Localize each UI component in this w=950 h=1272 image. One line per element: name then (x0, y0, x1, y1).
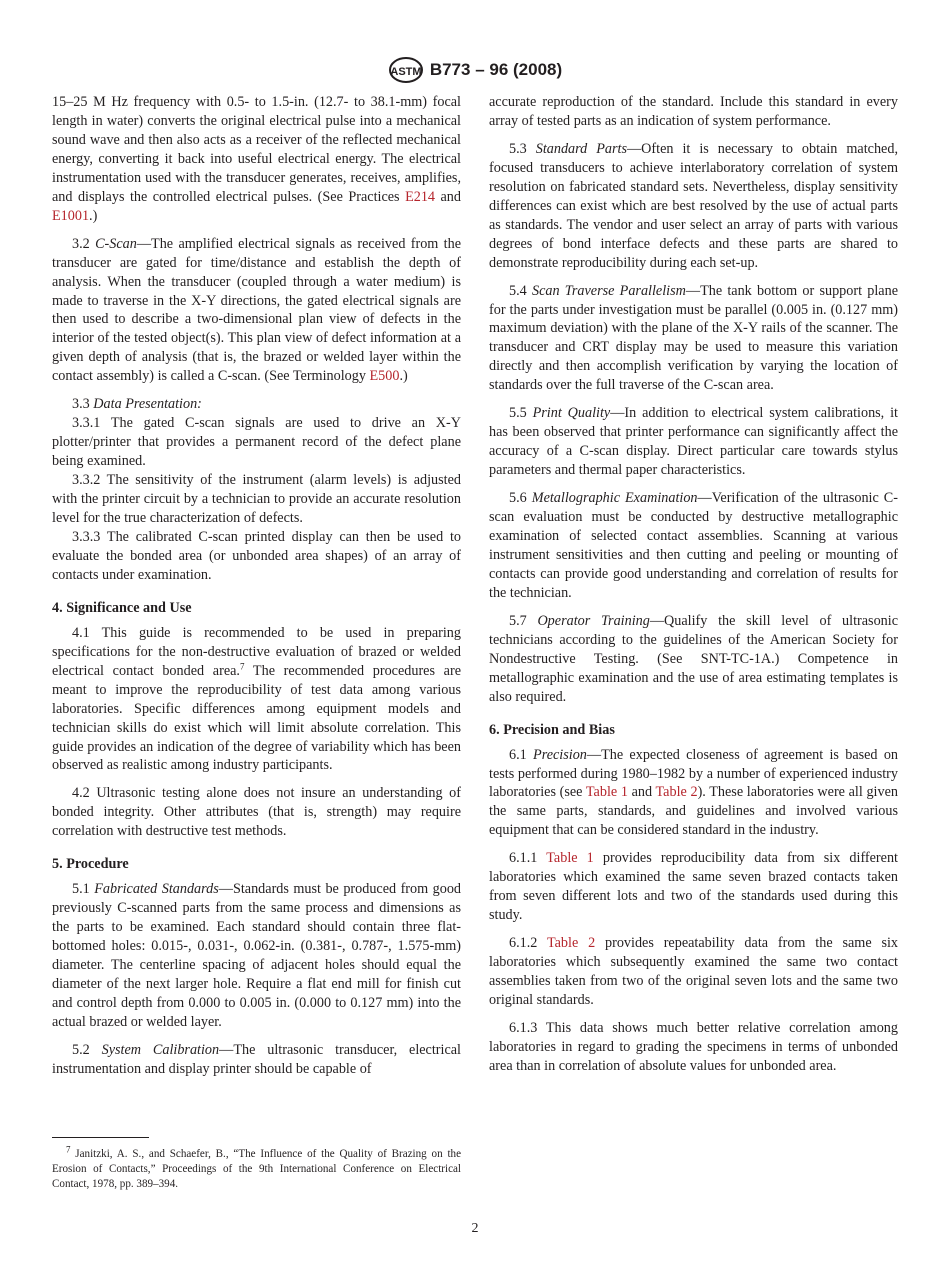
text: and (627, 784, 656, 801)
paragraph (489, 282, 898, 396)
text: provides reproducibility data from six different laboratories which examined the same seven brazed contacts taken from seven different lots and two of the standards used during this study. (489, 850, 898, 924)
paragraph-title: Data Presentation: (93, 396, 202, 413)
paragraph (489, 612, 898, 707)
paragraph (52, 235, 461, 387)
paragraph (489, 140, 898, 273)
paragraph (489, 746, 898, 841)
text: .) (89, 207, 98, 224)
text: 6.1.1 (509, 850, 547, 867)
text: —Verification of the ultrasonic C-scan evaluation must be conducted by destructive metallographic examination of selected contact assemblies. Scanning at various instrument sensitivities and then cutting and peeling or mounting of contacts can provide good understanding and correlation of results for the technician. (489, 490, 898, 601)
paragraph (52, 471, 461, 528)
text: 3.3.2 The sensitivity of the instrument (alarm levels) is adjusted with the printer circuit by a technician to provide an accurate resolution level for the true characterization of defects. (52, 472, 461, 527)
reference-link[interactable]: E214 (405, 188, 436, 205)
text: 6.1.3 This data shows much better relative correlation among laboratories in regard to grading the specimens in terms of unbonded area than in correlation of absolute values for unbonded area. (489, 1019, 898, 1074)
footnote (52, 1144, 461, 1192)
paragraph (489, 489, 898, 603)
page-number: 2 (471, 1221, 479, 1236)
left-column (52, 93, 461, 1088)
page-header (0, 56, 950, 84)
paragraph-title: C-Scan (95, 235, 137, 252)
paragraph (489, 93, 898, 131)
paragraph (489, 1019, 898, 1076)
paragraph-title: Metallographic Examination (531, 490, 698, 507)
paragraph (52, 395, 461, 414)
paragraph (52, 93, 461, 226)
svg-text:ASTM: ASTM (390, 66, 422, 78)
paragraph (52, 1041, 461, 1079)
right-column (489, 93, 898, 1085)
reference-link[interactable]: Table 1 (585, 784, 628, 801)
section-heading (489, 721, 898, 740)
footnote-divider (52, 1137, 149, 1138)
paragraph-title: Scan Traverse Parallelism (531, 282, 686, 299)
text: 3.3.3 The calibrated C-scan printed display can then be used to evaluate the bonded area (or unbonded area shapes) of an array of contacts under examination. (52, 528, 461, 583)
text: 4. Significance and Use (52, 599, 192, 616)
reference-link[interactable]: Table 2 (546, 935, 596, 952)
text: 15–25 M Hz frequency with 0.5- to 1.5-in. (12.7- to 38.1-mm) focal length in water) converts the original electrical pulse into a mechanical sound wave and then also acts as a receiver of the reflected mechanical energy, converting it back into useful electrical energy. The electrical instrumentation used with the transducer generates, receives, amplifies, and displays the controlled electrical pulses. (See Practices (52, 94, 461, 205)
text: 4.1 This guide is recommended to be used in preparing specifications for the non-destructive evaluation of brazed or welded electrical contact bonded area. (52, 624, 461, 679)
text: 5.3 (509, 140, 536, 157)
section-heading (52, 599, 461, 618)
text: ). These laboratories were all given the same parts, standards, and guidelines and involved various equipment that can be considered standard in the industry. (489, 784, 898, 839)
paragraph-title: Fabricated Standards (94, 881, 219, 898)
text: The recommended procedures are meant to improve the reproducibility of test data among various laboratories. Specific differences among equipment models and technician skills do exist which will limit absolute correlation. This guide provides an indication of the degree of variability which has been observed as realistic among industry participants. (52, 662, 462, 774)
footnote-ref: 7 (239, 660, 245, 671)
text: 3.3.1 The gated C-scan signals are used to drive an X-Y plotter/printer that provides a permanent record of the defect plane being examined. (52, 415, 461, 470)
paragraph-title: Print Quality (532, 405, 611, 422)
text: provides repeatability data from the same six laboratories which subsequently examined the same two contact assemblies taken from two of the original seven lots and the same two original standards. (489, 935, 898, 1008)
text: —Often it is necessary to obtain matched, focused transducers to achieve interlaboratory correlation of system resolution on fabricated standard sets. Nevertheless, display sensitivity differences can exist which are best resolved by the use of actual parts as standards. The vendor and user select an array of parts with various degrees of bond interface defects and these parts are shared to demonstrate reproducibility during each set-up. (489, 140, 898, 271)
paragraph-title: Operator Training (537, 612, 650, 629)
reference-link[interactable]: E500 (369, 368, 400, 385)
paragraph (52, 528, 461, 585)
reference-link[interactable]: Table 1 (546, 850, 594, 867)
paragraph-title: Precision (533, 746, 587, 763)
paragraph (52, 624, 461, 776)
text: accurate reproduction of the standard. Include this standard in every array of tested parts as an indication of system performance. (489, 94, 898, 129)
paragraph (489, 934, 898, 1010)
text: 5.5 (509, 405, 533, 422)
footnote-marker: 7 (66, 1144, 71, 1155)
paragraph-title: Standard Parts (535, 140, 627, 157)
paragraph (52, 880, 461, 1032)
text: 4.2 Ultrasonic testing alone does not insure an understanding of bonded integrity. Other attributes (that is, strength) may require correlation with destructive test methods. (52, 785, 461, 840)
text: 3.2 (72, 235, 96, 252)
text: 5.7 (509, 612, 538, 629)
text: —In addition to electrical system calibrations, it has been observed that printer performance can significantly affect the accuracy of a C-scan display. Direct particular care towards stylus parameters and thermal paper characteristics. (489, 405, 898, 479)
text: —The ultrasonic transducer, electrical instrumentation and display printer should be capable of (52, 1041, 461, 1077)
reference-link[interactable]: E1001 (52, 207, 90, 224)
text: —Standards must be produced from good previously C-scanned parts from the same process and dimensions as the parts to be examined. Each standard should contain three flat-bottomed holes: 0.015-, 0.031-, 0.062-in. (0.381-, 0.787-, 1.575-mm) diameter. The centerline spacing of adjacent holes should equal the diameter of the next larger hole. Require a flat end mill for finish cut and control depth from 0.000 to 0.005 in. (0.000 to 0.127 mm) into the actual brazed or welded layer. (52, 881, 462, 1030)
text: 6.1 (509, 746, 534, 763)
text: 5.4 (509, 282, 532, 299)
section-heading (52, 855, 461, 874)
text: —The amplified electrical signals as received from the transducer are gated for time/distance and establish the depth of analysis. When the transducer (coupled through a water medium) is made to traverse in the X-Y directions, the gated electrical signals are then used to describe a two-dimensional plan view of defects in the interior of the tested object(s). This plan view of defect information at a given depth of analysis (that is, the brazed or welded layer within the contact assembly) is called a C-scan. (See Terminology (52, 235, 461, 385)
text: 6. Precision and Bias (489, 721, 615, 738)
paragraph (52, 784, 461, 841)
text: 5.2 (72, 1041, 102, 1058)
text: .) (399, 368, 408, 385)
astm-logo-icon (388, 56, 424, 84)
reference-link[interactable]: Table 2 (655, 784, 698, 801)
paragraph (489, 404, 898, 480)
text: 3.3 (72, 396, 94, 413)
paragraph (489, 849, 898, 925)
standard-designation: B773 – 96 (2008) (429, 60, 563, 79)
text: —Qualify the skill level of ultrasonic technicians according to the guidelines of the American Society for Nondestructive Testing. (See SNT-TC-1A.) Competence in metallographic examination and the use of area estimating templates is also required. (489, 612, 898, 705)
text: and (435, 188, 461, 205)
text: 5.6 (509, 490, 532, 507)
paragraph-title: System Calibration (101, 1041, 220, 1058)
text: 6.1.2 (509, 935, 547, 952)
text: —The expected closeness of agreement is based on tests performed during 1980–1982 by a number of experienced industry laboratories (see (489, 746, 899, 801)
paragraph (52, 414, 461, 471)
text: —The tank bottom or support plane for the parts under investigation must be parallel (0.005 in. (0.127 mm) maximum deviation) with the plane of the X-Y rails of the scanner. The transducer and CRT display may be used to measure this variation directly and then accomplish verification by varying the location of standards over the full traverse of the C-scan area. (489, 282, 898, 394)
text: 5.1 (72, 881, 95, 898)
text: 5. Procedure (52, 856, 129, 873)
footnote-text: Janitzki, A. S., and Schaefer, B., “The Influence of the Quality of Brazing on the Erosion of Contacts,” Proceedings of the 9th International Conference on Electrical Contact, 1978, pp. 389–394. (52, 1148, 461, 1190)
